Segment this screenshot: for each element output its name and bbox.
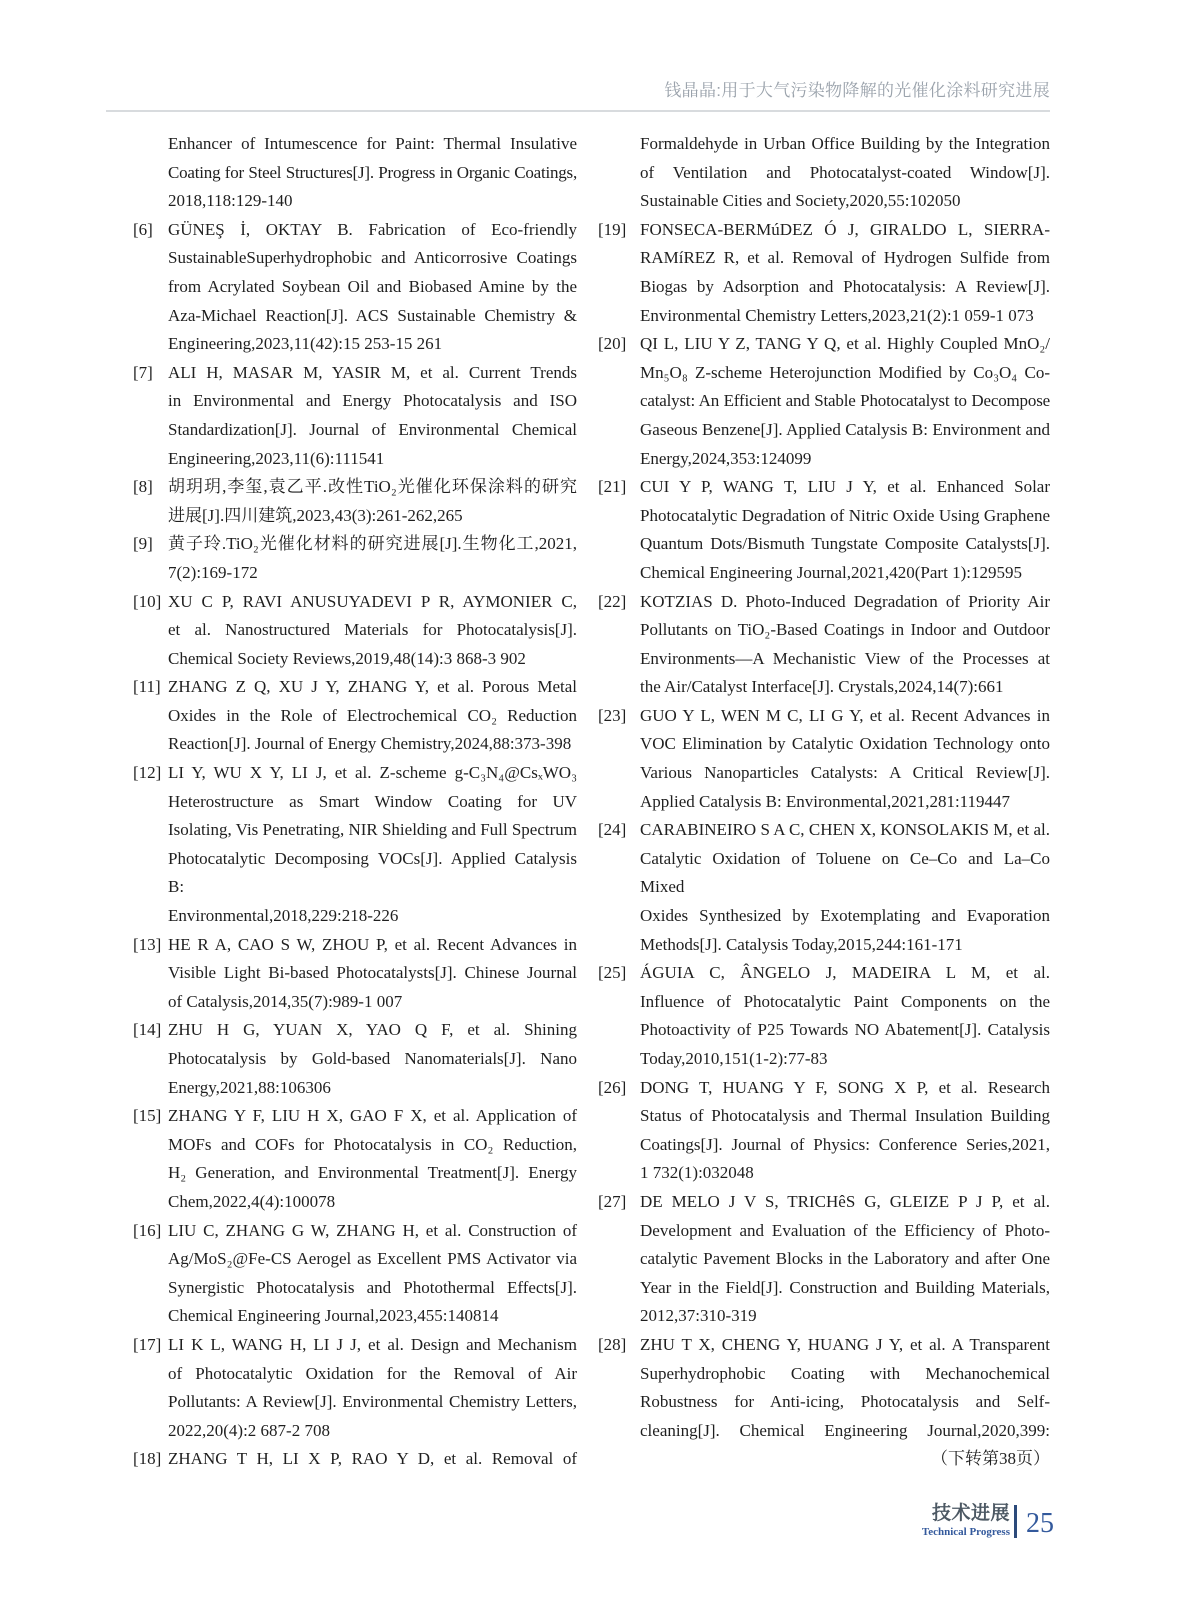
reference-line: Pollutants: A Review[J]. Environmental Chemistry Letters, [168,1392,577,1412]
reference-line: Enhancer of Intumescence for Paint: Thermal Insulative [168,134,577,153]
reference-label: [18] [133,1449,162,1469]
reference-line: Reaction[J]. Journal of Energy Chemistry,2024,88:373-398 [168,734,572,754]
reference-line: ZHANG Y F, LIU H X, GAO F X, et al. Application of [168,1106,577,1126]
reference-label: [15] [133,1106,162,1126]
reference-line: CUI Y P, WANG T, LIU J Y, et al. Enhanced Solar [640,477,1050,497]
reference-line: ALI H, MASAR M, YASIR M, et al. Current Trends [168,362,577,382]
reference-line: MOFs and COFs for Photocatalysis in CO₂ Reduction, [168,1134,577,1154]
reference-line: ZHU H G, YUAN X, YAO Q F, et al. Shining [168,1020,577,1040]
reference-line: Development and Evaluation of the Efficiency of Photo- [640,1220,1050,1240]
reference-label: [10] [133,591,162,611]
reference-label: [23] [598,705,627,725]
reference-line: DONG T, HUANG Y F, SONG X P, et al. Research [640,1077,1050,1097]
reference-line: Robustness for Anti-icing, Photocatalysis and Self- [640,1392,1050,1412]
reference-line: catalytic Pavement Blocks in the Laboratory and after One [640,1249,1050,1269]
section-title-en: Technical Progress [921,1525,1010,1538]
reference-line: DE MELO J V S, TRICHêS G, GLEIZE P J P, et al. [640,1191,1050,1211]
reference-line: Environmental,2018,229:218-226 [168,906,399,926]
reference-item [598,330,1050,473]
reference-item [598,1188,1050,1331]
reference-line: Influence of Photocatalytic Paint Components on the [640,991,1050,1011]
reference-line: GUO Y L, WEN M C, LI G Y, et al. Recent Advances in [640,705,1050,725]
reference-line: Various Nanoparticles Catalysts: A Critical Review[J]. [640,763,1050,783]
reference-label: [24] [598,820,627,840]
page-number: 25 [1026,1508,1054,1539]
reference-line: Applied Catalysis B: Environmental,2021,281:119447 [640,791,1011,811]
reference-line: Pollutants on TiO₂-Based Coatings in Indoor and Outdoor [640,620,1050,640]
reference-line: KOTZIAS D. Photo-Induced Degradation of Priority Air [640,591,1050,611]
reference-item [133,473,577,530]
references-column-left [133,130,577,1474]
reference-label: [21] [598,477,627,497]
reference-line: Photocatalytic Decomposing VOCs[J]. Applied Catalysis B: [168,848,577,897]
reference-item [133,1331,577,1445]
reference-line: Photoactivity of P25 Towards NO Abatement[J]. Catalysis [640,1020,1050,1040]
reference-line: Coating for Steel Structures[J]. Progress in Organic Coatings, [168,162,577,182]
reference-line: FONSECA-BERMúDEZ Ó J, GIRALDO L, SIERRA- [640,219,1050,239]
section-title-block [922,1504,1010,1538]
reference-line: in Environmental and Energy Photocatalysis and ISO [168,391,577,411]
reference-item [598,816,1050,959]
reference-line: the Air/Catalyst Interface[J]. Crystals,2024,14(7):661 [640,677,1004,697]
reference-line: Engineering,2023,11(42):15 253-15 261 [168,334,443,354]
reference-line: Ag/MoS₂@Fe-CS Aerogel as Excellent PMS Activator via [168,1249,577,1269]
reference-line: Biogas by Adsorption and Photocatalysis: A Review[J]. [640,276,1050,296]
reference-line: ZHANG T H, LI X P, RAO Y D, et al. Removal of [168,1449,577,1469]
reference-line: 进展[J].四川建筑,2023,43(3):261-262,265 [168,505,463,525]
reference-label: [26] [598,1077,627,1097]
section-title-cn: 技术进展 [931,1502,1010,1524]
reference-line: Environments—A Mechanistic View of the Processes at [640,648,1050,668]
reference-line: 7(2):169-172 [168,562,258,582]
reference-line: Energy,2021,88:106306 [168,1077,331,1097]
reference-item [133,1217,577,1331]
reference-item [598,216,1050,330]
reference-label: [9] [133,534,153,554]
reference-line: Coatings[J]. Journal of Physics: Conference Series,2021, [640,1134,1050,1154]
reference-line: et al. Nanostructured Materials for Photocatalysis[J]. [168,620,577,640]
reference-label: [27] [598,1191,627,1211]
reference-line: RAMíREZ R, et al. Removal of Hydrogen Sulfide from [640,248,1050,268]
reference-line: Synergistic Photocatalysis and Photothermal Effects[J]. [168,1277,577,1297]
reference-line: Aza-Michael Reaction[J]. ACS Sustainable Chemistry & [168,305,577,325]
reference-label: [7] [133,362,153,382]
reference-label: [11] [133,677,161,697]
reference-label: [22] [598,591,627,611]
reference-label: [28] [598,1334,627,1354]
reference-line: Oxides in the Role of Electrochemical CO₂ Reduction [168,705,577,725]
reference-line: Chemical Society Reviews,2019,48(14):3 868-3 902 [168,648,526,668]
reference-line: Oxides Synthesized by Exotemplating and Evaporation [640,906,1050,926]
reference-line: Catalytic Oxidation of Toluene on Ce–Co and La–Co Mixed [640,848,1050,897]
reference-line: catalyst: An Efficient and Stable Photocatalyst to Decompose [640,391,1050,411]
reference-line: HE R A, CAO S W, ZHOU P, et al. Recent Advances in [168,934,577,954]
reference-item [598,588,1050,702]
reference-line: CARABINEIRO S A C, CHEN X, KONSOLAKIS M, et al. [640,820,1050,840]
reference-item [598,1331,1050,1445]
reference-item [133,130,577,216]
reference-line: 2022,20(4):2 687-2 708 [168,1420,330,1440]
reference-line: Photocatalytic Degradation of Nitric Oxide Using Graphene [640,505,1050,525]
reference-line: Chem,2022,4(4):100078 [168,1191,336,1211]
reference-line: Mn₅O₈ Z-scheme Heterojunction Modified by Co₃O₄ Co- [640,362,1050,382]
reference-line: 1 732(1):032048 [640,1163,754,1183]
reference-line: ÁGUIA C, ÂNGELO J, MADEIRA L M, et al. [640,963,1050,983]
reference-line: H₂ Generation, and Environmental Treatment[J]. Energy [168,1163,577,1183]
reference-item [133,588,577,674]
reference-line: Engineering,2023,11(6):111541 [168,448,385,468]
reference-line: Superhydrophobic Coating with Mechanochemical [640,1363,1050,1383]
reference-label: [13] [133,934,162,954]
reference-line: from Acrylated Soybean Oil and Biobased Amine by the [168,276,577,296]
reference-line: Year in the Field[J]. Construction and Building Materials, [640,1277,1050,1297]
running-header: 钱晶晶:用于大气污染物降解的光催化涂料研究进展 [106,76,1050,112]
reference-line: GÜNEŞ İ, OKTAY B. Fabrication of Eco-friendly [168,219,577,239]
reference-line: ZHANG Z Q, XU J Y, ZHANG Y, et al. Porous Metal [168,677,577,697]
reference-label: [8] [133,477,153,497]
reference-line: of Catalysis,2014,35(7):989-1 007 [168,991,403,1011]
reference-line: VOC Elimination by Catalytic Oxidation Technology onto [640,734,1050,754]
page-footer [922,1502,1054,1540]
reference-item [133,359,577,473]
reference-line: Energy,2024,353:124099 [640,448,812,468]
reference-line: ZHU T X, CHENG Y, HUANG J Y, et al. A Transparent [640,1334,1050,1354]
reference-item [133,1016,577,1102]
reference-line: Formaldehyde in Urban Office Building by the Integration [640,134,1050,153]
reference-label: [25] [598,963,627,983]
reference-line: Chemical Engineering Journal,2023,455:140814 [168,1306,499,1326]
reference-line: 2018,118:129-140 [168,191,293,211]
reference-item [133,216,577,359]
reference-label: [12] [133,763,162,783]
reference-line: Heterostructure as Smart Window Coating for UV [168,791,577,811]
reference-line: Environmental Chemistry Letters,2023,21(2):1 059-1 073 [640,305,1034,325]
reference-item [133,759,577,931]
reference-line: Status of Photocatalysis and Thermal Insulation Building [640,1106,1050,1126]
references-column-right [598,130,1050,1474]
reference-line: Photocatalysis by Gold-based Nanomaterials[J]. Nano [168,1049,577,1068]
reference-label: [14] [133,1020,162,1040]
reference-line: 2012,37:310-319 [640,1306,757,1326]
reference-item [133,931,577,1017]
reference-line: 胡玥玥,李玺,袁乙平.改性TiO₂光催化环保涂料的研究 [168,477,577,497]
reference-line: Standardization[J]. Journal of Environmental Chemical [168,419,577,439]
reference-line: XU C P, RAVI ANUSUYADEVI P R, AYMONIER C, [168,591,577,611]
reference-line: LIU C, ZHANG G W, ZHANG H, et al. Construction of [168,1220,577,1240]
reference-item [598,130,1050,216]
reference-line: QI L, LIU Y Z, TANG Y Q, et al. Highly Coupled MnO₂/ [640,334,1050,354]
reference-item [598,702,1050,816]
reference-line: Sustainable Cities and Society,2020,55:102050 [640,191,961,211]
reference-line: Isolating, Vis Penetrating, NIR Shielding and Full Spectrum [168,820,577,840]
footer-divider [1014,1505,1017,1538]
reference-line: Visible Light Bi-based Photocatalysts[J]. Chinese Journal [168,963,577,983]
reference-item [133,673,577,759]
reference-line: Today,2010,151(1-2):77-83 [640,1049,828,1068]
reference-item [133,1445,577,1474]
reference-item [598,473,1050,587]
reference-line: of Ventilation and Photocatalyst-coated Window[J]. [640,162,1050,182]
reference-line: cleaning[J]. Chemical Engineering Journal,2020,399: [640,1420,1050,1440]
reference-label: [17] [133,1334,162,1354]
reference-line: SustainableSuperhydrophobic and Anticorrosive Coatings [168,248,577,268]
reference-line: LI Y, WU X Y, LI J, et al. Z-scheme g-C₃N₄@CsₓWO₃ [168,763,577,783]
reference-item [598,1074,1050,1188]
reference-label: [16] [133,1220,162,1240]
reference-line: Gaseous Benzene[J]. Applied Catalysis B: Environment and [640,419,1050,439]
continuation-note: （下转第38页） [931,1449,1050,1469]
reference-line: LI K L, WANG H, LI J J, et al. Design and Mechanism [168,1334,577,1354]
reference-line: 黄子玲.TiO₂光催化材料的研究进展[J].生物化工,2021, [168,534,577,554]
reference-line: Quantum Dots/Bismuth Tungstate Composite Catalysts[J]. [640,534,1050,554]
reference-item [598,959,1050,1073]
reference-item [133,1102,577,1216]
reference-label: [6] [133,219,153,239]
reference-label: [19] [598,219,627,239]
reference-line: Chemical Engineering Journal,2021,420(Part 1):129595 [640,562,1022,582]
reference-line: of Photocatalytic Oxidation for the Removal of Air [168,1363,577,1383]
reference-label: [20] [598,334,627,354]
reference-line: Methods[J]. Catalysis Today,2015,244:161-171 [640,934,963,954]
reference-item [133,530,577,587]
